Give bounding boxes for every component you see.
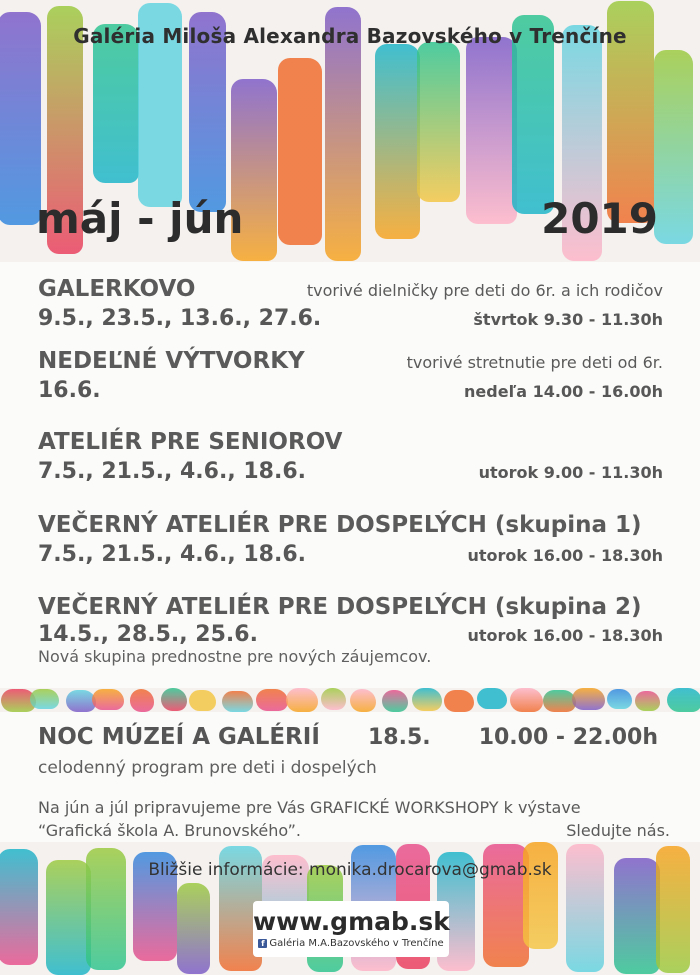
program-time: utorok 16.00 - 18.30h (467, 626, 663, 645)
program-dates: 16.6. (38, 378, 101, 403)
paint-stroke (278, 58, 322, 245)
program-atelier-seniorov (38, 429, 663, 484)
paint-stroke (543, 690, 576, 711)
website-box (253, 901, 449, 957)
paint-stroke (635, 691, 659, 711)
paint-stroke (510, 688, 543, 712)
program-nedelne-vytvorky (38, 348, 663, 403)
program-title: VEČERNÝ ATELIÉR PRE DOSPELÝCH (skupina 1) (38, 512, 642, 538)
program-title: NEDEĽNÉ VÝTVORKY (38, 348, 305, 374)
paint-stroke (30, 689, 59, 710)
program-dates: 7.5., 21.5., 4.6., 18.6. (38, 459, 306, 484)
paint-stroke (417, 42, 459, 202)
workshop-announcement (38, 796, 670, 842)
paint-stroke (382, 690, 408, 712)
program-time: utorok 9.00 - 11.30h (478, 463, 663, 482)
paint-stroke (466, 37, 517, 223)
contact-info: Bližšie informácie: monika.drocarova@gmab.sk (148, 860, 552, 880)
program-title: GALERKOVO (38, 276, 196, 302)
paint-stroke (222, 691, 253, 712)
paint-stroke (667, 688, 700, 712)
program-title: ATELIÉR PRE SENIOROV (38, 429, 343, 455)
paint-stroke (654, 50, 693, 244)
program-subtitle: tvorivé dielničky pre deti do 6r. a ich rodičov (306, 281, 663, 300)
program-subtitle: tvorivé stretnutie pre deti od 6r. (406, 353, 663, 372)
facebook-page-name: Galéria M.A.Bazovského v Trenčíne (269, 938, 444, 949)
paint-stroke (161, 688, 187, 710)
program-time: nedeľa 14.00 - 16.00h (464, 382, 663, 401)
paint-stroke (286, 688, 318, 712)
paint-stroke (321, 688, 346, 710)
paint-stroke (412, 688, 442, 711)
paint-stroke (92, 689, 123, 711)
paint-stroke (256, 689, 288, 711)
follow-us: Sledujte nás. (566, 821, 670, 840)
program-vecerny-atelier-1 (38, 512, 663, 567)
paint-stroke (375, 44, 420, 239)
year-label: 2019 (541, 194, 658, 243)
workshop-line-1: Na jún a júl pripravujeme pre Vás GRAFICKÉ WORKSHOPY k výstave (38, 798, 581, 817)
program-time: štvrtok 9.30 - 11.30h (473, 310, 663, 329)
season-label: máj - jún (36, 194, 244, 243)
watercolor-middle-band (0, 688, 700, 712)
paint-stroke (93, 24, 139, 183)
museum-night-row (38, 724, 658, 750)
program-dates: 9.5., 23.5., 13.6., 27.6. (38, 306, 322, 331)
watercolor-top-banner (0, 0, 700, 262)
paint-stroke (444, 690, 474, 712)
program-time: utorok 16.00 - 18.30h (467, 546, 663, 565)
paint-stroke (477, 688, 507, 708)
program-vecerny-atelier-2 (38, 594, 663, 666)
paint-strokes-middle (0, 688, 700, 712)
paint-stroke (607, 689, 632, 709)
paint-stroke (189, 690, 216, 711)
paint-stroke (130, 689, 155, 712)
facebook-icon: f (258, 939, 267, 948)
museum-night-title: NOC MÚZEÍ A GALÉRIÍ (38, 724, 320, 750)
program-galerkovo (38, 276, 663, 331)
museum-night-time: 10.00 - 22.00h (478, 725, 658, 750)
paint-stroke (523, 842, 558, 949)
website-link[interactable]: www.gmab.sk (253, 907, 450, 936)
program-dates: 7.5., 21.5., 4.6., 18.6. (38, 542, 306, 567)
facebook-line[interactable] (253, 938, 449, 949)
paint-stroke (350, 689, 376, 711)
paint-stroke (572, 688, 605, 710)
program-dates: 14.5., 28.5., 25.6. (38, 622, 258, 647)
paint-stroke (66, 690, 96, 712)
paint-stroke (177, 883, 210, 974)
program-title: VEČERNÝ ATELIÉR PRE DOSPELÝCH (skupina 2) (38, 594, 642, 620)
workshop-line-2: “Grafická škola A. Brunovského”. (38, 821, 301, 840)
program-note: Nová skupina prednostne pre nových záujemcov. (38, 647, 432, 666)
museum-night-description: celodenný program pre deti i dospelých (38, 758, 377, 778)
museum-night-date: 18.5. (367, 725, 431, 750)
gallery-name: Galéria Miloša Alexandra Bazovského v Trenčíne (73, 24, 627, 48)
